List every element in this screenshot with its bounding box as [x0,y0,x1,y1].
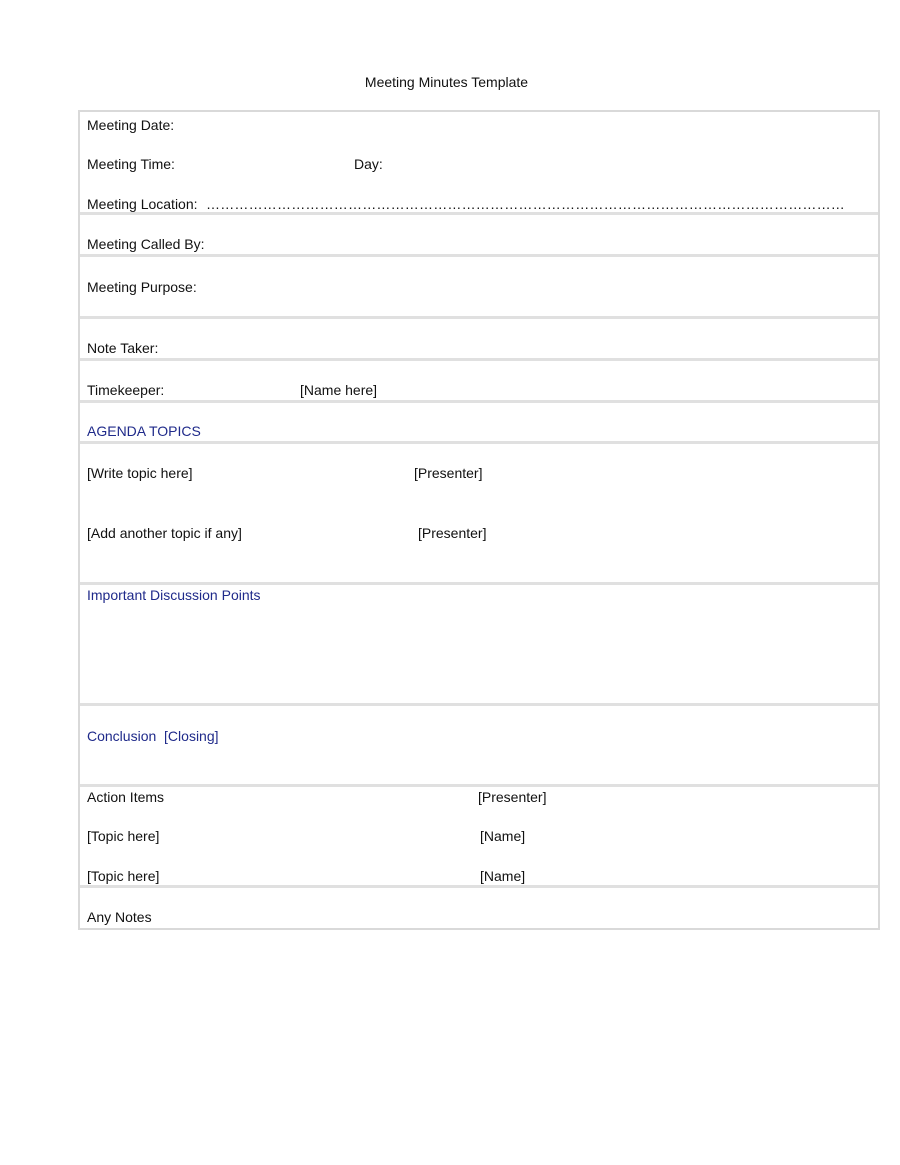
timekeeper-label: Timekeeper: [87,382,165,398]
action-item-name-2: [Name] [480,868,526,884]
document-title: Meeting Minutes Template [364,74,529,90]
meeting-time-label: Meeting Time: [87,156,175,172]
purpose-section [80,257,878,319]
timekeeper-name: [Name here] [300,382,378,398]
notes-section [80,888,878,928]
agenda-topics-section [80,444,878,585]
minutes-form [78,110,880,930]
agenda-presenter-2: [Presenter] [418,525,487,541]
timekeeper-section [80,361,878,403]
conclusion-section [80,706,878,787]
meeting-date-label: Meeting Date: [87,117,175,133]
agenda-topic-1: [Write topic here] [87,465,193,481]
discussion-section [80,585,878,706]
note-taker-section [80,319,878,361]
agenda-heading: AGENDA TOPICS [87,423,201,439]
discussion-heading: Important Discussion Points [87,587,261,603]
agenda-topic-2: [Add another topic if any] [87,525,242,541]
meeting-info-section [80,112,878,215]
conclusion-heading: Conclusion [Closing] [87,728,219,744]
action-item-name-1: [Name] [480,828,526,844]
called-by-section [80,215,878,257]
note-taker-label: Note Taker: [87,340,159,356]
action-item-topic-1: [Topic here] [87,828,160,844]
action-items-section [80,787,878,888]
agenda-presenter-1: [Presenter] [414,465,483,481]
day-label: Day: [354,156,383,172]
action-items-heading: Action Items [87,789,165,805]
action-items-presenter-header: [Presenter] [478,789,547,805]
notes-label: Any Notes [87,909,152,925]
location-dotted-line: ……………………………………………………………………………………………………………………… [206,196,845,212]
meeting-location-label: Meeting Location: [87,196,198,212]
purpose-label: Meeting Purpose: [87,279,197,295]
agenda-heading-section [80,403,878,444]
called-by-label: Meeting Called By: [87,236,205,252]
action-item-topic-2: [Topic here] [87,868,160,884]
